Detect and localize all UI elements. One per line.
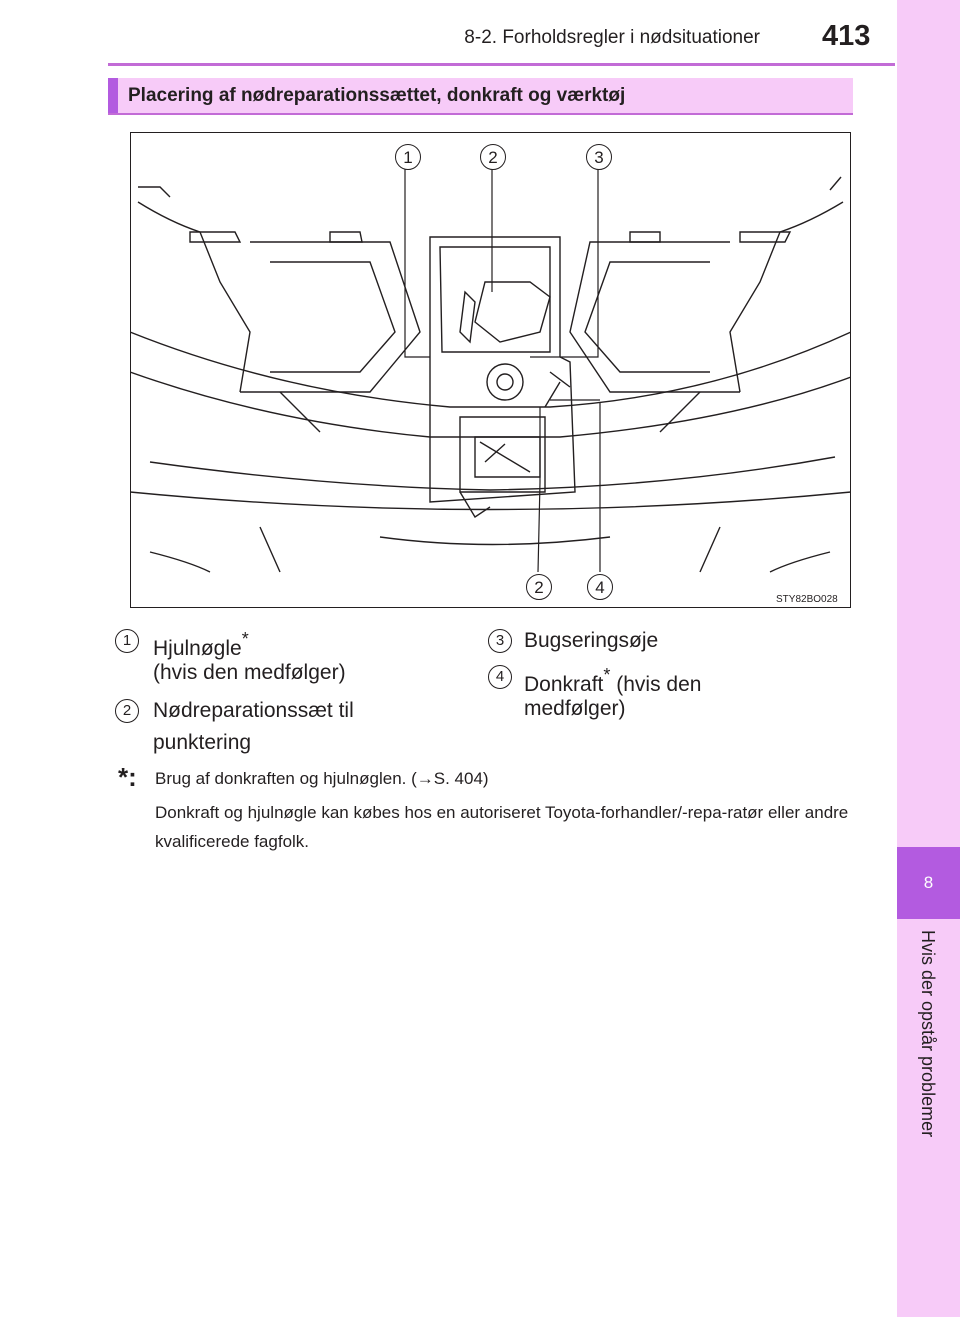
legend-label: Bugseringsøje xyxy=(524,629,659,652)
chapter-title-text: Hvis der opstår problemer xyxy=(918,930,938,1138)
page-number: 413 xyxy=(822,20,871,52)
callout-top-1: 1 xyxy=(395,144,421,170)
callout-bottom-2: 2 xyxy=(526,574,552,600)
running-header: 8-2. Forholdsregler i nødsituationer xyxy=(464,27,760,48)
section-title-accent xyxy=(108,78,118,113)
legend-number: 1 xyxy=(115,629,139,653)
chapter-title xyxy=(892,930,960,1180)
legend-label-line2: (hvis den medfølger) xyxy=(153,661,346,684)
footnote-text: Brug af donkraften og hjulnøglen. (→S. 404) xyxy=(155,769,489,788)
legend-number: 2 xyxy=(115,699,139,723)
trunk-illustration xyxy=(130,132,851,608)
figure-frame xyxy=(130,132,851,608)
legend-label: Hjulnøgle* xyxy=(153,629,249,660)
callout-top-2: 2 xyxy=(480,144,506,170)
chapter-number: 8 xyxy=(897,847,960,919)
note-paragraph: Donkraft og hjulnøgle kan købes hos en autoriseret Toyota-forhandler/-repa-ratør eller andre kvalificerede fagfolk. xyxy=(155,803,849,851)
callout-bottom-4: 4 xyxy=(587,574,613,600)
legend-label: Nødreparationssæt til xyxy=(153,699,354,722)
legend-label: Donkraft* (hvis den xyxy=(524,665,702,696)
figure-code: STY82BO028 xyxy=(776,594,838,605)
header-rule xyxy=(108,63,895,66)
section-title: Placering af nødreparationssættet, donkraft og værktøj xyxy=(128,85,626,106)
legend-label-line2: punktering xyxy=(153,731,252,754)
legend-number: 3 xyxy=(488,629,512,653)
legend-label-line2: medfølger) xyxy=(524,697,626,720)
callout-top-3: 3 xyxy=(586,144,612,170)
section-title-box xyxy=(108,78,853,115)
legend-number: 4 xyxy=(488,665,512,689)
footnote-marker: *: xyxy=(118,762,137,792)
